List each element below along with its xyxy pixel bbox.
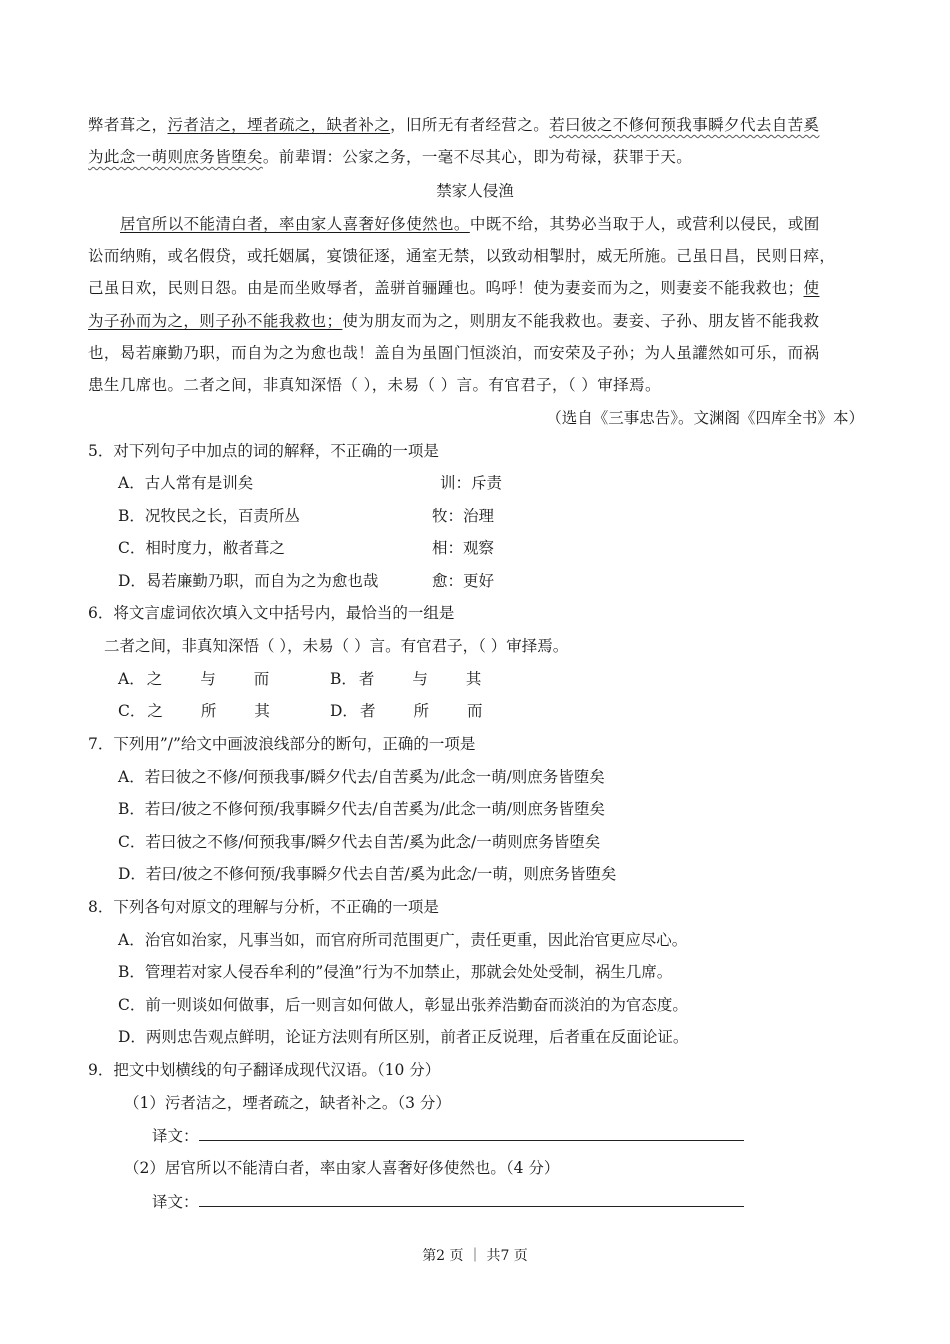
option-word: 之 bbox=[147, 702, 163, 720]
passage2-line3 bbox=[88, 277, 864, 299]
option-word: 之 bbox=[146, 670, 163, 688]
answer-label: 译文： bbox=[152, 1193, 199, 1211]
wavy-underlined-sentence: 若曰彼之不修何预我事瞬夕代去自苦奚 bbox=[549, 116, 820, 134]
text: 己虽日欢，民则日怨。由是而坐败辱者，盖骈首骊踵也。呜呼！使为妻妾而为之，则妻妾不能我救也； bbox=[88, 279, 804, 297]
option-label: D． bbox=[330, 702, 358, 720]
passage2-source: （选自《三事忠告》。文渊阁《四库全书》本） bbox=[546, 409, 864, 427]
q5-option-a bbox=[118, 472, 253, 494]
passage1-line2 bbox=[88, 146, 864, 168]
page-footer: 第2 页 ｜ 共7 页 bbox=[422, 1248, 528, 1264]
q8-option-c: C．前一则谈如何做事，后一则言如何做人，彰显出张养浩勤奋而淡泊的为官态度。 bbox=[118, 996, 688, 1014]
q7-stem: 7．下列用”/”给文中画波浪线部分的断句，正确的一项是 bbox=[88, 735, 476, 753]
text: 中既不给，其势必当取于人，或营利以侵民，或囿 bbox=[469, 215, 820, 233]
passage2-line4 bbox=[88, 310, 864, 332]
q5-option-c-gloss: 相：观察 bbox=[432, 539, 495, 557]
q5-option-b-gloss: 牧：治理 bbox=[432, 507, 495, 525]
q5-option-d: D．曷若廉勤乃职，而自为之为愈也哉 bbox=[118, 572, 379, 590]
text: 使为朋友而为之，则朋友不能我救也。妻妾、子孙、朋友皆不能我救 bbox=[342, 312, 820, 330]
option-word: 与 bbox=[412, 670, 428, 688]
answer-blank-1[interactable] bbox=[199, 1124, 744, 1141]
underlined-sentence: 使 bbox=[803, 279, 820, 297]
q5-option-a-gloss: 训：斥责 bbox=[440, 474, 503, 492]
q9-sub1: （1）污者洁之，堙者疏之，缺者补之。（3 分） bbox=[124, 1094, 451, 1112]
q8-option-a: A．治官如治家，凡事当如，而官府所司范围更广，责任更重，因此治官更应尽心。 bbox=[118, 931, 688, 949]
option-text: A．古人常有是训矣 bbox=[118, 474, 254, 492]
option-word: 所 bbox=[200, 702, 217, 720]
option-word: 其 bbox=[254, 702, 270, 720]
option-word: 者 bbox=[359, 702, 376, 720]
q9-answer2-row bbox=[152, 1190, 744, 1213]
q5-stem: 5．对下列句子中加点的词的解释，不正确的一项是 bbox=[88, 442, 439, 460]
text: ，旧所无有者经营之。 bbox=[390, 116, 550, 134]
passage1-line1 bbox=[88, 114, 864, 136]
q9-stem: 9．把文中划横线的句子翻译成现代汉语。（10 分） bbox=[88, 1061, 441, 1079]
passage2-title: 禁家人侵渔 bbox=[436, 182, 514, 200]
q9-sub2: （2）居官所以不能清白者，率由家人喜奢好侈使然也。（4 分） bbox=[124, 1159, 560, 1177]
option-word: 者 bbox=[358, 670, 375, 688]
q6-sentence: 二者之间，非真知深悟（ ），未易（ ）言。有官君子，（ ）审择焉。 bbox=[104, 637, 569, 655]
option-word: 所 bbox=[413, 702, 429, 720]
text: 弊者葺之， bbox=[88, 116, 168, 134]
underlined-sentence: 污者洁之，堙者疏之，缺者补之 bbox=[167, 116, 391, 134]
underlined-sentence: 为子孙而为之，则子孙不能我救也； bbox=[88, 312, 343, 330]
option-word: 而 bbox=[466, 702, 483, 720]
q7-option-d: D．若曰/彼之不修何预/我事瞬夕代去自苦/奚为此念/一萌，则庶务皆堕矣 bbox=[118, 865, 617, 883]
q7-option-b: B．若曰/彼之不修何预/我事瞬夕代去/自苦奚为/此念一萌/则庶务皆堕矣 bbox=[118, 800, 606, 818]
q8-option-d: D．两则忠告观点鲜明，论证方法则有所区别，前者正反说理，后者重在反面论证。 bbox=[118, 1028, 689, 1046]
q7-option-a: A．若曰彼之不修/何预我事/瞬夕代去/自苦奚为/此念一萌/则庶务皆堕矣 bbox=[118, 768, 605, 786]
q5-option-b: B．况牧民之长，百责所丛 bbox=[118, 507, 300, 525]
q6-option-c bbox=[118, 700, 270, 722]
answer-blank-2[interactable] bbox=[199, 1190, 744, 1207]
option-label: B． bbox=[330, 670, 357, 688]
answer-label: 译文： bbox=[152, 1127, 199, 1145]
passage2-line5: 也，曷若廉勤乃职，而自为之为愈也哉！盖自为虽圄门恒淡泊，而安荣及子孙；为人虽讙然如可乐，而祸 bbox=[88, 344, 820, 362]
text: 。前辈谓：公家之务，一毫不尽其心，即为苟禄，获罪于天。 bbox=[262, 148, 693, 166]
option-word: 其 bbox=[465, 670, 482, 688]
q6-option-a bbox=[118, 668, 269, 690]
q5-option-c: C．相时度力，敝者葺之 bbox=[118, 539, 285, 557]
option-label: A． bbox=[118, 670, 145, 688]
q6-stem: 6．将文言虚词依次填入文中括号内，最恰当的一组是 bbox=[88, 604, 455, 622]
q6-option-d bbox=[330, 700, 482, 722]
q7-option-c: C．若曰彼之不修/何预我事/瞬夕代去自苦/奚为此念/一萌则庶务皆堕矣 bbox=[118, 833, 601, 851]
q8-option-b: B．管理若对家人侵吞牟利的”侵渔”行为不加禁止，那就会处处受制，祸生几席。 bbox=[118, 963, 673, 981]
underlined-sentence: 居官所以不能清白者，率由家人喜奢好侈使然也。 bbox=[120, 215, 470, 233]
q5-option-d-gloss: 愈：更好 bbox=[432, 572, 495, 590]
option-word: 与 bbox=[200, 670, 216, 688]
passage2-line6: 患生几席也。二者之间，非真知深悟（ ），未易（ ）言。有官君子，（ ）审择焉。 bbox=[88, 376, 661, 394]
option-label: C． bbox=[118, 702, 146, 720]
option-word: 而 bbox=[253, 670, 270, 688]
q8-stem: 8．下列各句对原文的理解与分析，不正确的一项是 bbox=[88, 898, 439, 916]
passage2-line1 bbox=[120, 213, 864, 235]
wavy-underlined-sentence: 为此念一萌则庶务皆堕矣 bbox=[88, 148, 263, 166]
passage2-line2: 讼而纳贿，或名假贷，或托姻属，宴馈征逐，通室无禁，以致动相掣肘，威无所施。己虽日昌，民则日瘁， bbox=[88, 247, 836, 265]
q9-answer1-row bbox=[152, 1124, 744, 1147]
q6-option-b bbox=[330, 668, 481, 690]
